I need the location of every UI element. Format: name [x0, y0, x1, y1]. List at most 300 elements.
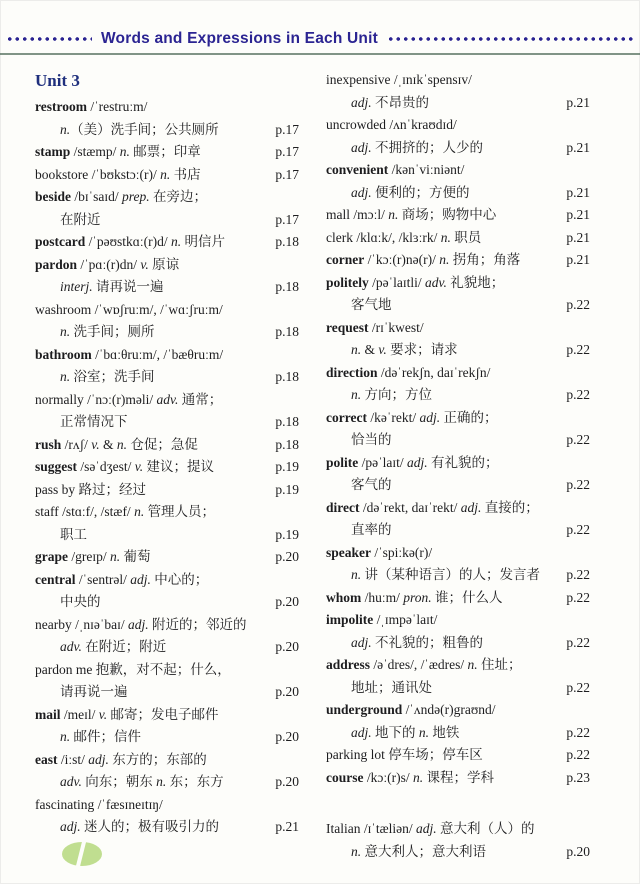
vocab-entry-text: [35, 501, 215, 524]
headword: request: [326, 319, 369, 335]
vocab-entry-text: [35, 726, 141, 749]
part-of-speech: adj.: [419, 409, 441, 425]
part-of-speech: adj.: [351, 724, 372, 740]
entry-text: 邮寄；发电子邮件: [107, 706, 219, 722]
vocab-entry-line: [35, 344, 299, 367]
vocab-entry-text: [35, 186, 207, 209]
entry-text: /pəˈlaɪt/: [358, 454, 407, 470]
entry-text: 管理人员；: [144, 504, 216, 519]
entry-text: 不拥挤的；人少的: [371, 139, 484, 155]
vocab-entry-text: [35, 456, 214, 479]
entry-text: 正常情况下: [60, 414, 128, 429]
vocab-entry-line: [326, 632, 590, 655]
part-of-speech: adj.: [351, 184, 372, 200]
entry-text: 原谅: [148, 256, 180, 272]
entry-text: 向东；朝东: [81, 774, 157, 789]
vocab-entry-line: [326, 519, 590, 542]
vocab-entry-line: [326, 294, 590, 317]
part-of-speech: v.: [134, 459, 144, 474]
part-of-speech: adv.: [156, 391, 179, 407]
entry-text: 迷人的；极有吸引力的: [80, 819, 220, 834]
part-of-speech: adv.: [60, 774, 82, 789]
entry-text: /dəˈrekʃn, daɪˈrekʃn/: [377, 364, 491, 380]
vocab-entry-line: [35, 164, 299, 187]
vocab-entry-line: [35, 411, 299, 434]
entry-text: 职工: [60, 526, 87, 542]
part-of-speech: n.: [440, 229, 451, 245]
vocab-entry-text: [326, 841, 486, 864]
entry-text: 便利的；方便的: [371, 184, 470, 200]
entry-text: 恰当的: [351, 432, 392, 447]
vocab-entry-line: [35, 546, 299, 569]
vocab-entry-line: [35, 704, 299, 727]
entry-text: 请再说一遍: [92, 279, 164, 294]
vocab-entry-text: [326, 609, 437, 632]
headword: course: [326, 769, 364, 785]
vocab-entry-text: [35, 569, 208, 592]
page-header-title: Words and Expressions in Each Unit: [101, 30, 378, 47]
vocab-entry-line: [326, 317, 590, 340]
page-reference: p.18: [275, 436, 299, 452]
entry-text: pardon me 抱歉，对不起；什么，: [35, 661, 231, 677]
page-reference: p.18: [275, 414, 299, 429]
vocab-entry-text: [326, 767, 494, 790]
entry-text: pass by 路过；经过: [35, 481, 146, 497]
page-reference: p.21: [566, 184, 590, 200]
part-of-speech: n.: [170, 234, 182, 249]
part-of-speech: v.: [98, 706, 108, 722]
vocab-entry-text: [326, 632, 483, 655]
vocab-entry-text: [326, 452, 499, 475]
part-of-speech: n.: [439, 252, 450, 267]
vocab-entry-text: [326, 744, 483, 767]
entry-text: /iːst/: [57, 751, 89, 767]
part-of-speech: n.: [467, 657, 478, 672]
part-of-speech: n.: [351, 567, 362, 582]
vocab-entry-line: [35, 591, 299, 614]
entry-text: /ˈpəʊstkɑː(r)d/: [85, 234, 171, 249]
unit-heading: Unit 3: [35, 71, 80, 90]
entry-text: /dəˈrekt, daɪˈrekt/: [359, 499, 461, 515]
page-reference: p.21: [566, 252, 590, 267]
vocab-entry-line: [35, 794, 299, 817]
entry-text: /bɪˈsaɪd/: [71, 189, 123, 204]
part-of-speech: n.: [60, 729, 71, 744]
entry-text: /kəˈrekt/: [366, 409, 420, 425]
vocab-entry-text: [326, 654, 522, 677]
vocab-entry-text: [326, 317, 424, 340]
part-of-speech: n.: [160, 166, 171, 182]
entry-text: 地铁: [429, 724, 460, 740]
headword: suggest: [35, 459, 78, 474]
entry-text: 在附近: [60, 211, 101, 227]
entry-text: uncrowded /ʌnˈkraʊdɪd/: [326, 117, 457, 132]
vocab-entry-text: [326, 204, 496, 227]
page-reference: p.18: [275, 279, 299, 294]
entry-text: 在旁边；: [149, 189, 208, 204]
part-of-speech: n.: [351, 387, 362, 402]
page-reference: p.22: [566, 724, 590, 740]
vocab-entry-line: [326, 159, 590, 182]
headword: address: [326, 657, 371, 672]
page-reference: p.19: [275, 481, 299, 497]
vocab-entry-text: [35, 434, 198, 457]
page-reference: p.21: [566, 229, 590, 245]
entry-text: 洗手间；厕所: [70, 324, 155, 339]
dotted-leader-left: [6, 37, 92, 41]
headword: mail: [35, 706, 61, 722]
vocab-entry-line: [35, 119, 299, 142]
entry-text: /meɪl/: [60, 706, 99, 722]
vocab-entry-line: [326, 452, 590, 475]
vocab-entry-text: [35, 411, 128, 434]
page-reference: p.18: [275, 369, 299, 384]
entry-text: 附近的；邻近的: [148, 616, 247, 632]
headword: pardon: [35, 256, 78, 272]
entry-text: 客气的: [351, 477, 392, 492]
entry-text: 课程；学科: [423, 769, 494, 785]
part-of-speech: n.: [110, 549, 121, 564]
vocab-entry-line: [326, 69, 590, 92]
entry-text: 葡萄: [120, 549, 151, 564]
vocab-entry-line: [326, 249, 590, 272]
entry-text: 直率的: [351, 522, 392, 537]
entry-text: /pəˈlaɪtli/: [368, 274, 425, 290]
vocab-entry-text: [35, 614, 246, 637]
publisher-logo-icon: [62, 842, 102, 866]
part-of-speech: n.: [60, 369, 71, 384]
headword: speaker: [326, 544, 371, 560]
vocab-entry-line: [326, 182, 590, 205]
entry-text: /səˈdʒest/: [77, 459, 135, 474]
vocab-entry-line: [326, 542, 590, 565]
page-reference: p.20: [275, 729, 299, 744]
word-list: [0, 55, 640, 863]
header-divider: [0, 53, 640, 55]
entry-gap: [326, 789, 590, 818]
headword: east: [35, 751, 58, 767]
vocab-entry-text: [326, 497, 539, 520]
entry-text: Italian /ɪˈtæliən/: [326, 821, 416, 836]
entry-text: 请再说一遍: [60, 684, 128, 699]
vocab-entry-line: [326, 407, 590, 430]
headword: beside: [35, 189, 72, 204]
vocab-entry-text: [326, 722, 459, 745]
vocab-entry-line: [35, 389, 299, 412]
page-reference: p.17: [275, 166, 299, 182]
entry-text: 住址；: [477, 657, 522, 672]
vocab-entry-line: [326, 841, 590, 864]
vocab-entry-line: [35, 771, 299, 794]
vocab-entry-text: [326, 272, 504, 295]
vocab-entry-line: [326, 114, 590, 137]
part-of-speech: adv.: [425, 274, 447, 290]
vocab-entry-line: [326, 767, 590, 790]
vocab-entry-line: [326, 587, 590, 610]
part-of-speech: adj.: [415, 821, 437, 836]
vocab-entry-line: [326, 654, 590, 677]
vocab-entry-line: [35, 749, 299, 772]
part-of-speech: n.: [60, 121, 71, 137]
entry-text: 浴室；洗手间: [70, 369, 155, 384]
entry-text: 要求；请求: [386, 342, 458, 357]
vocab-entry-line: [326, 339, 590, 362]
vocab-entry-text: [35, 771, 224, 794]
vocab-entry-text: [35, 276, 164, 299]
entry-text: /rɪˈkwest/: [368, 319, 424, 335]
vocab-entry-text: [326, 542, 432, 565]
page-reference: p.22: [566, 477, 590, 492]
vocab-entry-line: [35, 681, 299, 704]
vocab-entry-text: [326, 69, 472, 92]
entry-text: &: [361, 342, 379, 357]
page-reference: p.17: [275, 144, 299, 159]
headword: whom: [326, 589, 362, 605]
vocab-entry-text: [326, 564, 540, 587]
headword: correct: [326, 409, 367, 425]
vocab-entry-text: [35, 681, 128, 704]
entry-text: 建议；提议: [143, 459, 214, 474]
vocab-entry-text: [35, 794, 163, 817]
vocab-entry-line: [326, 137, 590, 160]
vocab-entry-line: [35, 501, 299, 524]
vocab-entry-line: [326, 429, 590, 452]
vocab-entry-text: [326, 587, 503, 610]
vocab-entry-line: [326, 609, 590, 632]
page-reference: p.21: [566, 94, 590, 110]
part-of-speech: n.: [116, 436, 128, 452]
page-reference: p.22: [566, 522, 590, 537]
entry-text: 在附近；附近: [81, 639, 167, 654]
vocab-entry-text: [35, 389, 222, 412]
vocab-entry-line: [35, 254, 299, 277]
entry-text: 东；东方: [166, 774, 224, 789]
vocab-entry-line: [326, 204, 590, 227]
vocab-entry-text: [35, 141, 201, 164]
part-of-speech: n.: [413, 769, 424, 785]
part-of-speech: adv.: [60, 639, 82, 654]
entry-text: /ˈpɑː(r)dn/: [77, 256, 141, 272]
vocab-entry-line: [35, 636, 299, 659]
headword: underground: [326, 702, 403, 717]
entry-text: 意大利人；意大利语: [361, 843, 486, 859]
vocab-entry-line: [35, 816, 299, 839]
entry-text: 邮票；印章: [129, 144, 201, 159]
entry-text: inexpensive /ˌɪnɪkˈspensɪv/: [326, 72, 472, 87]
page-reference: p.22: [566, 589, 590, 605]
part-of-speech: adj.: [460, 499, 482, 515]
part-of-speech: adj.: [406, 454, 428, 470]
part-of-speech: adj.: [351, 94, 372, 110]
page-reference: p.21: [566, 139, 590, 155]
entry-text: /kɔː(r)s/: [363, 769, 413, 785]
vocab-entry-text: [35, 321, 155, 344]
entry-text: staff /stɑːf/, /stæf/: [35, 504, 135, 519]
entry-text: 不礼貌的；粗鲁的: [371, 634, 484, 650]
vocab-entry-text: [35, 299, 223, 322]
entry-text: nearby /ˌnɪəˈbaɪ/: [35, 616, 128, 632]
part-of-speech: adj.: [351, 634, 372, 650]
entry-text: 中心的；: [150, 571, 209, 587]
vocab-entry-text: [326, 519, 392, 542]
vocab-entry-line: [326, 92, 590, 115]
headword: grape: [35, 549, 68, 564]
vocab-entry-text: [35, 524, 87, 547]
page-reference: p.18: [275, 324, 299, 339]
headword: politely: [326, 274, 369, 290]
vocab-entry-line: [326, 497, 590, 520]
page-reference: p.20: [275, 684, 299, 699]
vocab-entry-text: [326, 249, 520, 272]
vocab-entry-text: [35, 164, 201, 187]
vocab-entry-text: [326, 818, 535, 841]
page-reference: p.23: [566, 769, 590, 785]
entry-text: /ˈspiːkə(r)/: [371, 544, 433, 560]
vocab-entry-line: [326, 818, 590, 841]
part-of-speech: n.: [351, 342, 362, 357]
part-of-speech: adj.: [127, 616, 149, 632]
page-reference: p.22: [566, 432, 590, 447]
vocab-entry-text: [326, 474, 392, 497]
headword: direction: [326, 364, 378, 380]
vocab-entry-line: [326, 699, 590, 722]
vocab-entry-text: [35, 704, 219, 727]
vocab-entry-line: [35, 299, 299, 322]
vocab-entry-line: [326, 677, 590, 700]
vocab-entry-text: [326, 429, 392, 452]
entry-text: mall /mɔːl/: [326, 207, 389, 222]
part-of-speech: n.: [388, 207, 399, 222]
headword: impolite: [326, 612, 374, 627]
entry-text: washroom /ˈwɒʃruːm/, /ˈwɑːʃruːm/: [35, 301, 223, 317]
headword: convenient: [326, 162, 389, 177]
entry-text: /kənˈviːniənt/: [388, 162, 465, 177]
entry-text: 地址；通讯处: [351, 679, 432, 695]
entry-text: /ˈʌndə(r)graʊnd/: [402, 702, 496, 717]
vocab-entry-line: [35, 569, 299, 592]
entry-text: 明信片: [181, 234, 225, 249]
page-reference: p.20: [566, 843, 590, 859]
page-reference: p.22: [566, 342, 590, 357]
page-reference: p.20: [275, 549, 299, 564]
vocab-entry-text: [326, 159, 464, 182]
vocab-entry-line: [326, 362, 590, 385]
part-of-speech: n.: [134, 504, 145, 519]
entry-text: 有礼貌的；: [427, 454, 499, 470]
entry-text: clerk /klɑːk/, /klɜːrk/: [326, 229, 441, 245]
vocab-entry-line: [35, 141, 299, 164]
vocab-entry-line: [35, 276, 299, 299]
entry-text: parking lot 停车场；停车区: [326, 747, 483, 762]
entry-text: 讲（某种语言）的人；发言者: [361, 567, 540, 582]
vocab-entry-line: [35, 96, 299, 119]
vocab-entry-line: [35, 209, 299, 232]
entry-text: 通常；: [178, 391, 223, 407]
entry-text: fascinating /ˈfæsɪneɪtɪŋ/: [35, 796, 163, 812]
part-of-speech: n.: [119, 144, 130, 159]
entry-text: 客气地: [351, 297, 392, 312]
page-reference: p.17: [275, 121, 299, 137]
entry-text: 谁；什么人: [431, 589, 503, 605]
entry-text: 书店: [170, 166, 201, 182]
vocab-entry-line: [326, 227, 590, 250]
part-of-speech: prep.: [122, 189, 150, 204]
page-reference: p.20: [275, 774, 299, 789]
vocab-entry-text: [326, 384, 432, 407]
vocab-entry-text: [35, 816, 219, 839]
vocab-entry-text: [35, 254, 179, 277]
vocab-entry-text: [35, 749, 207, 772]
entry-text: normally /ˈnɔː(r)məli/: [35, 391, 157, 407]
vocab-entry-text: [326, 362, 490, 385]
vocab-entry-text: [326, 137, 483, 160]
vocab-entry-line: [326, 722, 590, 745]
entry-text: 东方的；东部的: [108, 751, 207, 767]
vocab-entry-line: [35, 479, 299, 502]
vocab-entry-line: [35, 726, 299, 749]
entry-text: /ˈbɑːθruːm/, /ˈbæθruːm/: [91, 346, 224, 362]
page-reference: p.17: [275, 211, 299, 227]
entry-text: bookstore /ˈbʊkstɔː(r)/: [35, 166, 161, 182]
page-reference: p.19: [275, 526, 299, 542]
headword: direct: [326, 499, 360, 515]
entry-text: 意大利（人）的: [436, 821, 535, 836]
entry-text: /ˈkɔː(r)nə(r)/: [364, 252, 440, 267]
entry-text: （美）洗手间；公共厕所: [70, 121, 219, 137]
headword: postcard: [35, 234, 86, 249]
part-of-speech: adj.: [351, 139, 372, 155]
vocab-entry-text: [35, 231, 225, 254]
part-of-speech: n.: [418, 724, 430, 740]
entry-text: 职员: [450, 229, 482, 245]
vocab-entry-line: [35, 231, 299, 254]
part-of-speech: n.: [156, 774, 167, 789]
part-of-speech: n.: [60, 324, 71, 339]
vocab-entry-line: [35, 614, 299, 637]
vocab-entry-line: [326, 474, 590, 497]
headword: rush: [35, 436, 62, 452]
entry-text: /əˈdres/, /ˈædres/: [370, 657, 468, 672]
vocab-entry-text: [326, 677, 432, 700]
vocab-entry-text: [326, 227, 481, 250]
page-reference: p.18: [275, 234, 299, 249]
vocab-entry-text: [326, 294, 392, 317]
part-of-speech: adj.: [130, 571, 151, 587]
page-reference: p.22: [566, 634, 590, 650]
vocab-entry-text: [35, 591, 101, 614]
vocab-entry-text: [35, 119, 219, 142]
page-reference: p.22: [566, 387, 590, 402]
entry-text: 正确的；: [440, 409, 498, 425]
vocab-entry-line: [35, 186, 299, 209]
headword: stamp: [35, 144, 71, 159]
vocab-entry-text: [326, 114, 457, 137]
vocab-entry-line: [326, 384, 590, 407]
vocab-entry-text: [35, 546, 151, 569]
part-of-speech: n.: [351, 843, 362, 859]
vocab-entry-line: [326, 744, 590, 767]
vocab-entry-text: [35, 344, 223, 367]
entry-text: /greɪp/: [68, 549, 110, 564]
headword: bathroom: [35, 346, 92, 362]
entry-text: /rʌʃ/: [61, 436, 92, 452]
word-list-right-column: [326, 69, 590, 863]
vocab-entry-text: [35, 366, 155, 389]
entry-text: /ˌɪmpəˈlaɪt/: [373, 612, 438, 627]
vocab-entry-text: [326, 92, 429, 115]
entry-text: &: [99, 436, 117, 452]
vocab-entry-line: [35, 434, 299, 457]
